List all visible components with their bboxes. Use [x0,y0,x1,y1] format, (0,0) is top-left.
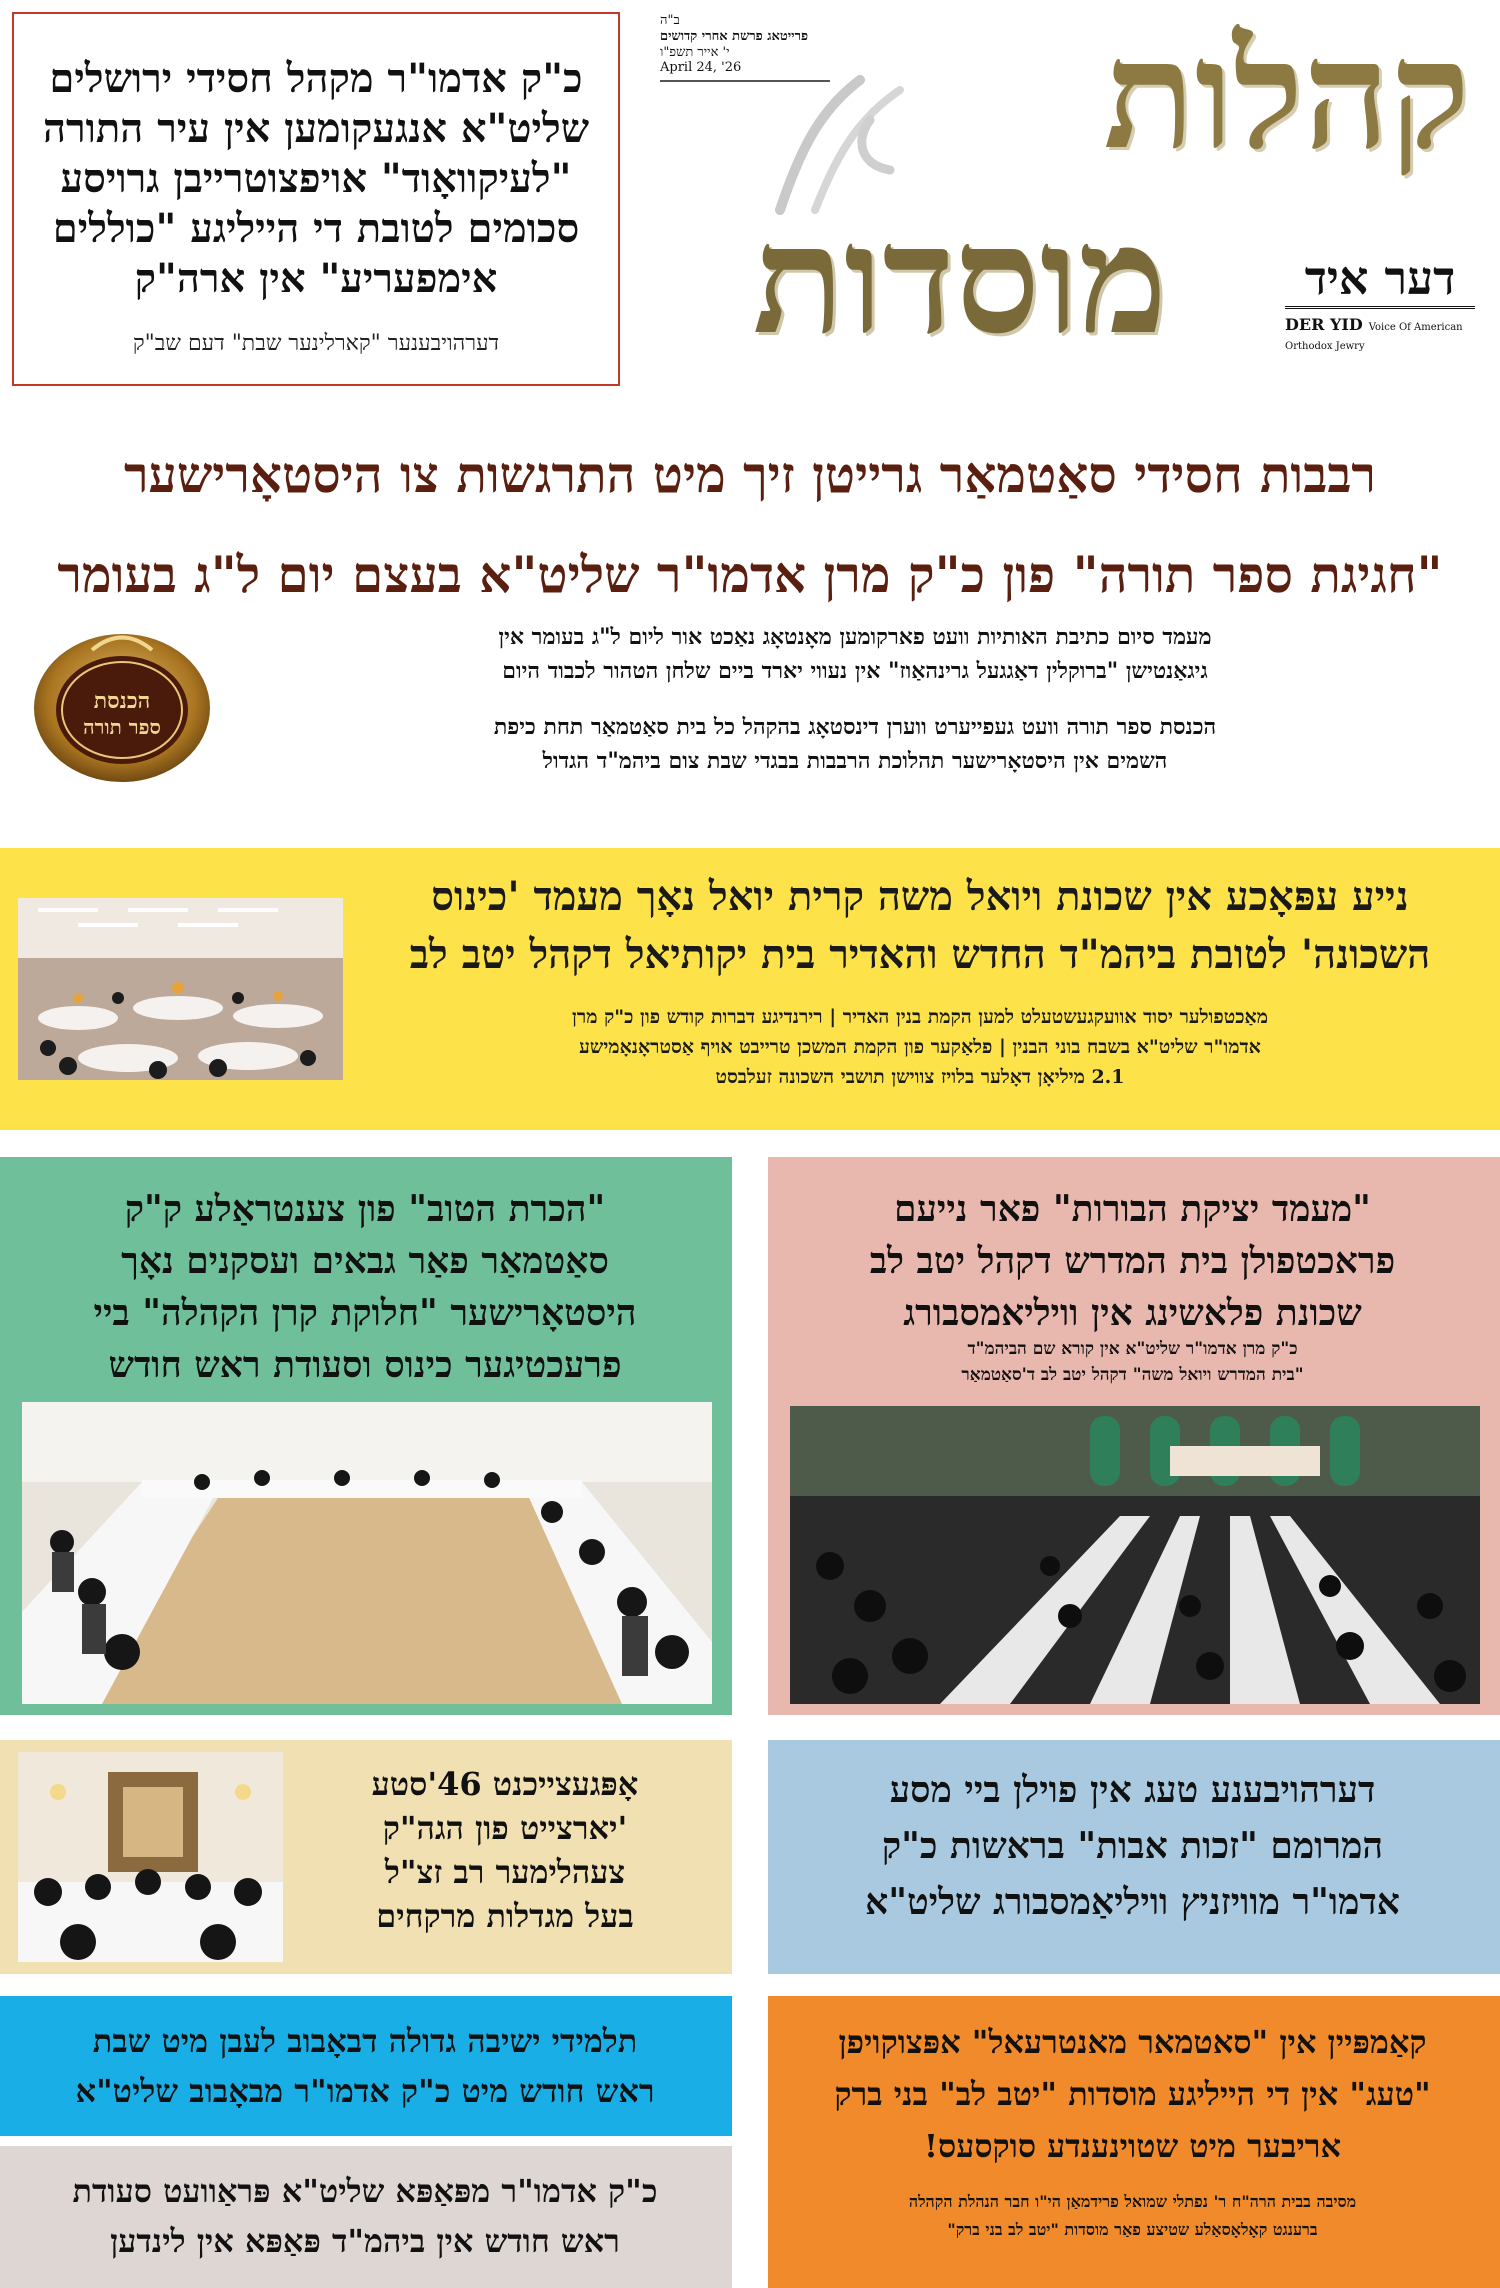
date-parsha: פרייטאג פרשת אחרי קדושים [660,29,809,44]
main-subhead-1 [270,620,1440,692]
banquet-hall-photo [18,898,343,1080]
orange-sub-line-1: מסיבה בבית הרה"ח ר' נפתלי שמואל פרידמאַן הי"ו חבר הנהלת הקהלה [908,2192,1357,2211]
promo-box[interactable] [12,12,620,386]
green-head-line-1: "הכרת הטוב" פון צענטראַלע ק"ק [124,1188,606,1230]
pink-sub-line-2: "בית המדרש ויואל משה" דקהל יטב לב ד'סאַטמאַר [961,1365,1304,1385]
promo-line-2: שליט"א אנגעקומען אין עיר התורה [42,105,590,152]
conference-table-photo [22,1402,712,1704]
date-english: April 24, '26 [660,60,742,75]
orange-story-headline [780,2016,1485,2186]
yahrzeit-gathering-photo [18,1752,283,1962]
green-head-line-3: היסטאָרישער "חלוקת קרן הקהלה" ביי [93,1292,637,1334]
blue-head-line-3: אדמו"ר מוויזניץ וויליאַמסבורג שליט"א [865,1881,1400,1923]
seal-text-top: הכנסת [93,688,151,714]
blue-story-headline [780,1762,1485,1952]
promo-line-5: אימפעריע" אין ארה"ק [134,255,498,302]
pink-head-line-2: פראכטפולן בית המדרש דקהל יטב לב [869,1240,1396,1282]
main-sub1-line-1: מעמד סיום כתיבת האותיות וועט פארקומען מאָנטאָג נאַכט אור ליום ל"ג בעומר אין [498,624,1212,650]
logo-tagline: Voice Of American Orthodox Jewry [1285,322,1463,352]
promo-line-1: כ"ק אדמו"ר מקהל חסידי ירושלים [49,55,583,102]
beige-head-line-1: אָפּגעצייכנט 46'סטע [371,1765,639,1803]
orange-head-line-1: קאַמפּיין אין "סאטמאר מאנטרעאל" אפּצוקויפן [838,2023,1427,2061]
main-sub2-line-1: הכנסת ספר תורה וועט געפייערט ווערן דינסטאָג בהקהל כל בית סאַטמאַר תחת כיפת [493,714,1217,740]
grey-head-line-2: ראש חודש אין ביהמ"ד פּאַפּא אין לינדען [110,2222,620,2260]
yellow-sub-line-1: מאַכטפולער יסוד אוועקגעשטעלט למען הקמת בנין האדיר | רירנדיגע דברות קודש פון כ"ק מרן [572,1006,1268,1028]
yellow-head-line-2: השכונה' לטובת ביהמ"ד החדש והאדיר בית יקותיאל דקהל יטב לב [409,931,1431,978]
main-headline[interactable] [0,425,1500,625]
seal-badge-icon [22,620,222,790]
promo-line-3: "לעיקוואָוד" אויפצוטרייבן גרויסע [60,155,572,202]
yellow-story-subhead [360,1002,1480,1102]
green-head-line-2: סאַטמאַר פאַר גבאים ועסקנים נאָך [121,1240,609,1282]
cyan-head-line-1: תלמידי ישיבה גדולה דבאָבוב לעבן מיט שבת [92,2022,638,2060]
promo-line-4: סכומים לטובת די הייליגע "כוללים [52,205,580,252]
grey-head-line-1: כ"ק אדמו"ר מפּאַפּא שליט"א פּראַוועט סעודת [72,2172,658,2210]
logo-yiddish: דער איד [1285,250,1475,309]
beige-head-line-2: 'יארצייט פון הגה"ק [382,1809,628,1847]
main-sub1-line-2: גיגאַנטישן "ברוקלין דאַגגעל גרינהאַוז" אין נעווי יארד ביים שלחן הטהור לכבוד היום [502,658,1208,684]
date-hebrew: י' אייר תשפ"ו [660,45,730,60]
beige-head-line-3: צעהלימער רב זצ"ל [384,1853,626,1891]
logo-latin [1285,315,1475,353]
main-sub2-line-2: השמים אין היסטאָרישער תהלוכת הרבבות בבגדי שבת צום ביהמ"ד הגדול [542,748,1168,774]
cyan-head-line-2: ראש חודש מיט כ"ק אדמו"ר מבאָבוב שליט"א [75,2072,655,2110]
pink-sub-line-1: כ"ק מרן אדמו"ר שליט"א אין קורא שם הביהמ"ד [967,1339,1298,1359]
pink-story-headline [780,1183,1485,1339]
masthead-title-top: קהלות [1103,7,1470,183]
pink-story-subhead [780,1336,1485,1392]
pink-head-line-3: שכונת פלאשינג אין וויליאמסבורג [903,1292,1362,1334]
logo-latin-name: DER YID [1285,315,1363,334]
masthead-title-bottom: מוסדות [752,192,1168,368]
pink-head-line-1: "מעמד יציקת הבורות" פאר נייעם [894,1188,1371,1230]
main-headline-line-1: רבבות חסידי סאַטמאַר גרייטן זיך מיט התרגשות צו היסטאָרישער [124,445,1376,504]
orange-sub-line-2: ברענגט קאָלאָסאַלע שטיצע פאַר מוסדות "יטב לב בני ברק" [947,2220,1318,2239]
blue-head-line-2: המרומם "זכות אבות" בראשות כ"ק [881,1825,1384,1867]
yellow-story-headline [360,868,1480,992]
green-head-line-4: פרעכטיגער כינוס וסעודת ראש חודש [108,1344,622,1386]
main-subhead-2 [270,710,1440,782]
cyan-story-headline [15,2016,715,2126]
yellow-sub-line-3: 2.1 מיליאָן דאָלער בלויז צווישן תושבי השכונה זעלבסט [715,1066,1125,1088]
main-headline-line-2: "חגיגת ספר תורה" פון כ"ק מרן אדמו"ר שליט"א בעצם יום ל"ג בעומר [57,545,1443,604]
grey-story-headline [15,2166,715,2276]
beige-story-headline [295,1762,715,1962]
promo-subline: דערהויבענער "קארלינער שבת" דעם שב"ק [132,331,500,356]
der-yid-logo[interactable] [1285,250,1475,350]
beige-head-line-4: בעל מגדלות מרקחים [376,1897,634,1935]
date-bh: ב"ה [660,13,680,28]
crowd-event-photo [790,1406,1480,1704]
promo-headline [34,54,598,304]
yellow-head-line-1: נייע עפּאָכע אין שכונת ויואל משה קרית יואל נאָך מעמד 'כינוס [431,873,1409,920]
orange-story-subhead [780,2188,1485,2258]
blue-head-line-1: דערהויבענע טעג אין פוילן ביי מסע [889,1769,1376,1811]
yellow-sub-line-2: אדמו"ר שליט"א בשבח בוני הבנין | פלאַקער פון הקמת המשכן טרייבט אויף אַסטראָנאָמישע [579,1036,1261,1058]
seal-text-bottom: ספר תורה [83,715,161,739]
orange-head-line-2: "טעג" אין די הייליגע מוסדות "יטב לב" בני ברק [834,2075,1431,2113]
green-story-headline [20,1183,710,1403]
orange-head-line-3: אריבער מיט שטוינענדע סוקסעס! [923,2127,1342,2165]
